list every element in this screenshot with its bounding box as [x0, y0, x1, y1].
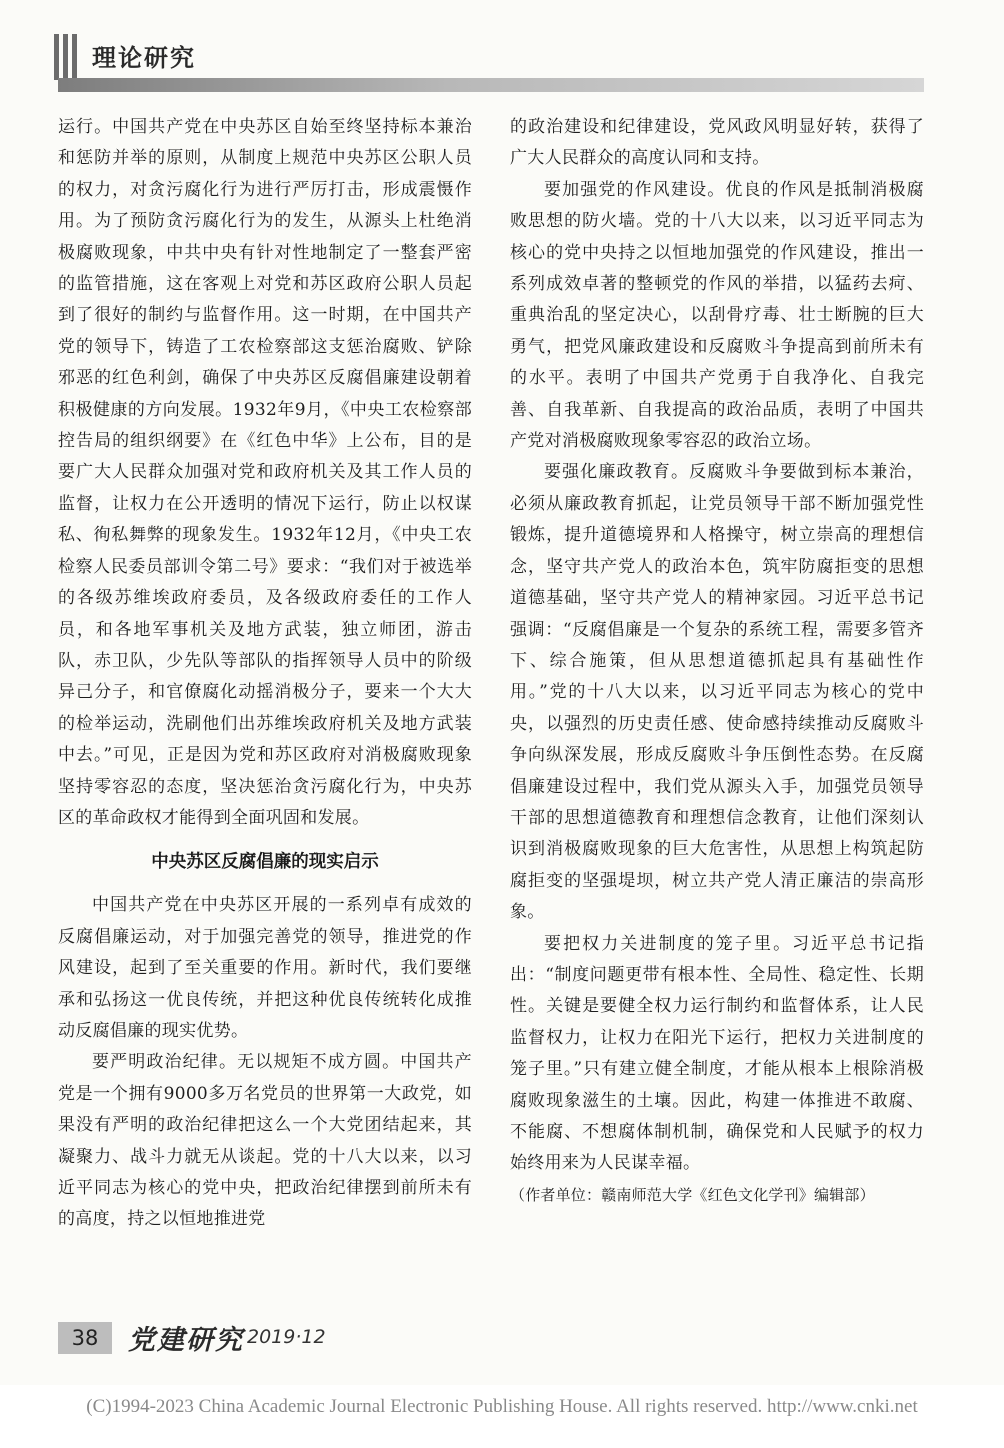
paragraph: 要把权力关进制度的笼子里。习近平总书记指出：“制度问题更带有根本性、全局性、稳定性、长期性。关键是要健全权力运行制约和监督体系，让人民监督权力，让权力在阳光下运行，把权力关进制度的笼子里。”只有建立健全制度，才能从根本上根除消极腐败现象滋生的土壤。因此，构建一体推进不敢腐、不能腐、不想腐体制机制，确保党和人民赋予的权力始终用来为人民谋幸福。: [510, 933, 924, 1174]
section-heading: 中央苏区反腐倡廉的现实启示: [151, 852, 379, 873]
section-title: 理论研究: [92, 44, 196, 72]
left-column: [58, 112, 472, 1236]
paragraph: 运行。中国共产党在中央苏区自始至终坚持标本兼治和惩防并举的原则，从制度上规范中央苏区公职人员的权力，对贪污腐化行为进行严厉打击，形成震慑作用。为了预防贪污腐化行为的发生，从源头上杜绝消极腐败现象，中共中央有针对性地制定了一整套严密的监管措施，这在客观上对党和苏区政府公职人员起到了很好的制约与监督作用。这一时期，在中国共产党的领导下，铸造了工农检察部这支惩治腐败、铲除邪恶的红色利剑，确保了中央苏区反腐倡廉建设朝着积极健康的方向发展。1932年9月，《中央工农检察部控告局的组织纲要》在《红色中华》上公布，目的是要广大人民群众加强对党和政府机关及其工作人员的监督，让权力在公开透明的情况下运行，防止以权谋私、徇私舞弊的现象发生。1932年12月，《中央工农检察人民委员部训令第二号》要求：“我们对于被选举的各级苏维埃政府委员，及各级政府委任的工作人员，和各地军事机关及地方武装，独立师团，游击队，赤卫队，少先队等部队的指挥领导人员中的阶级异己分子，和官僚腐化动摇消极分子，要来一个大大的检举运动，洗刷他们出苏维埃政府机关及地方武装中去。”可见，正是因为党和苏区政府对消极腐败现象坚持零容忍的态度，坚决惩治贪污腐化行为，中央苏区的革命政权才能得到全面巩固和发展。: [58, 117, 472, 828]
copyright-notice: (C)1994-2023 China Academic Journal Electronic Publishing House. All rights reserved. http://www.cnki.net: [86, 1396, 918, 1417]
page-number: 38: [58, 1322, 112, 1354]
paragraph: 要加强党的作风建设。优良的作风是抵制消极腐败思想的防火墙。党的十八大以来，以习近平同志为核心的党中央持之以恒地加强党的作风建设，推出一系列成效卓著的整顿党的作风的举措，以猛药去疴、重典治乱的坚定决心，以刮骨疗毒、壮士断腕的巨大勇气，把党风廉政建设和反腐败斗争提高到前所未有的水平。表明了中国共产党勇于自我净化、自我完善、自我革新、自我提高的政治品质，表明了中国共产党对消极腐败现象零容忍的政治立场。: [510, 179, 924, 452]
header-rule: [58, 78, 924, 92]
paragraph: 要严明政治纪律。无以规矩不成方圆。中国共产党是一个拥有9000多万名党员的世界第一大政党，如果没有严明的政治纪律把这么一个大党团结起来，其凝聚力、战斗力就无从谈起。党的十八大以来，以习近平同志为核心的党中央，把政治纪律摆到前所未有的高度，持之以恒地推进党: [58, 1052, 472, 1230]
right-column: [510, 112, 924, 1210]
paragraph: 中国共产党在中央苏区开展的一系列卓有成效的反腐倡廉运动，对于加强完善党的领导，推进党的作风建设，起到了至关重要的作用。新时代，我们要继承和弘扬这一优良传统，并把这种优良传统转化成推动反腐倡廉的现实优势。: [58, 895, 472, 1041]
journal-name: 党建研究: [128, 1325, 244, 1356]
header-decoration: [54, 34, 80, 80]
issue-date: 2019·12: [247, 1326, 326, 1348]
author-affiliation: （作者单位：赣南师范大学《红色文化学刊》编辑部）: [510, 1185, 875, 1204]
paragraph: 的政治建设和纪律建设，党风政风明显好转，获得了广大人民群众的高度认同和支持。: [510, 117, 924, 169]
paragraph: 要强化廉政教育。反腐败斗争要做到标本兼治，必须从廉政教育抓起，让党员领导干部不断加强党性锻炼，提升道德境界和人格操守，树立崇高的理想信念，坚守共产党人的政治本色，筑牢防腐拒变的思想道德基础，坚守共产党人的精神家园。习近平总书记强调：“反腐倡廉是一个复杂的系统工程，需要多管齐下、综合施策，但从思想道德抓起具有基础性作用。”党的十八大以来，以习近平同志为核心的党中央，以强烈的历史责任感、使命感持续推动反腐败斗争向纵深发展，形成反腐败斗争压倒性态势。在反腐倡廉建设过程中，我们党从源头入手，加强党员领导干部的思想道德教育和理想信念教育，让他们深刻认识到消极腐败现象的巨大危害性，从思想上构筑起防腐拒变的坚强堤坝，树立共产党人清正廉洁的崇高形象。: [510, 462, 924, 923]
